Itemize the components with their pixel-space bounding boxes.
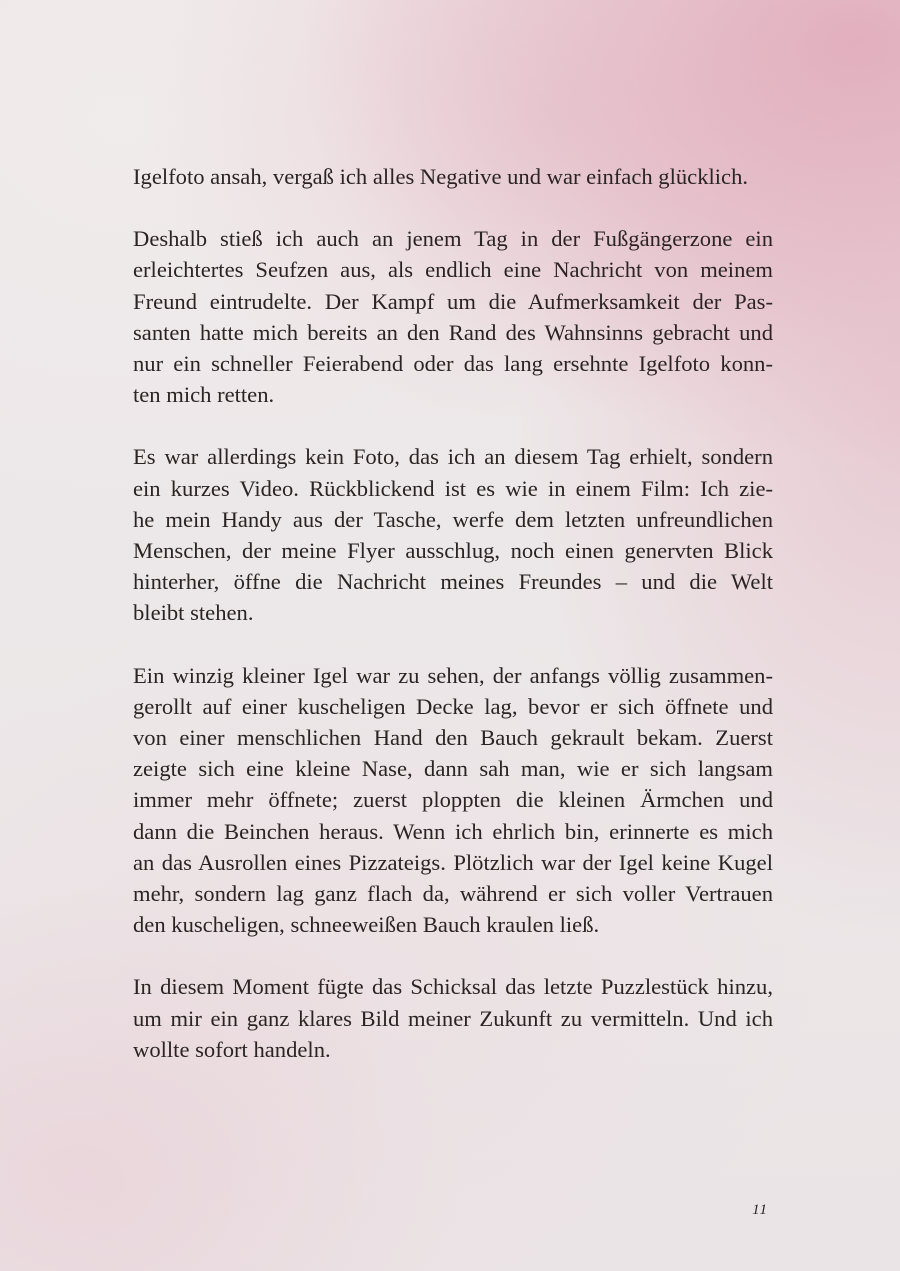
text-line: dann die Beinchen heraus. Wenn ich ehrlich bin, erinnerte es mich bbox=[133, 818, 773, 844]
text-line: von einer menschlichen Hand den Bauch gekrault bekam. Zuerst bbox=[133, 725, 773, 751]
text-line: um mir ein ganz klares Bild meiner Zukunft zu vermitteln. Und ich bbox=[133, 1005, 773, 1031]
text-line: erleichtertes Seufzen aus, als endlich eine Nachricht von meinem bbox=[133, 257, 773, 283]
text-line: mehr, sondern lag ganz flach da, während er sich voller Vertrauen bbox=[133, 881, 773, 907]
text-line: bleibt stehen. bbox=[133, 600, 254, 626]
text-line: hinterher, öffne die Nachricht meines Freundes – und die Welt bbox=[133, 569, 773, 595]
page-number: 11 bbox=[752, 1202, 768, 1218]
text-line: Es war allerdings kein Foto, das ich an diesem Tag erhielt, sondern bbox=[133, 444, 773, 470]
paragraph bbox=[133, 971, 773, 1065]
text-line: wollte sofort handeln. bbox=[133, 1036, 331, 1062]
text-line: immer mehr öffnete; zuerst ploppten die kleinen Ärmchen und bbox=[133, 787, 773, 813]
text-line: Menschen, der meine Flyer ausschlug, noch einen genervten Blick bbox=[133, 538, 773, 564]
text-line: an das Ausrollen eines Pizzateigs. Plötzlich war der Igel keine Kugel bbox=[133, 849, 773, 875]
paragraph bbox=[133, 223, 773, 410]
paragraph bbox=[133, 161, 773, 192]
text-line: gerollt auf einer kuscheligen Decke lag, bevor er sich öffnete und bbox=[133, 693, 773, 719]
paragraph bbox=[133, 660, 773, 941]
text-line: In diesem Moment fügte das Schicksal das letzte Puzzlestück hinzu, bbox=[133, 974, 773, 1000]
text-line: santen hatte mich bereits an den Rand des Wahnsinns gebracht und bbox=[133, 319, 773, 345]
text-line: Freund eintrudelte. Der Kampf um die Aufmerksamkeit der Pas- bbox=[133, 288, 773, 314]
text-line: Ein winzig kleiner Igel war zu sehen, der anfangs völlig zusammen- bbox=[133, 662, 773, 688]
text-line: Deshalb stieß ich auch an jenem Tag in der Fußgängerzone ein bbox=[133, 226, 773, 252]
body-text bbox=[133, 161, 773, 1096]
text-line: zeigte sich eine kleine Nase, dann sah man, wie er sich langsam bbox=[133, 756, 773, 782]
text-line: ein kurzes Video. Rückblickend ist es wie in einem Film: Ich zie- bbox=[133, 475, 773, 501]
paragraph bbox=[133, 441, 773, 628]
text-line: nur ein schneller Feierabend oder das lang ersehnte Igelfoto konn- bbox=[133, 351, 773, 377]
text-line: den kuscheligen, schneeweißen Bauch kraulen ließ. bbox=[133, 912, 600, 938]
text-line: Igelfoto ansah, vergaß ich alles Negative und war einfach glücklich. bbox=[133, 164, 749, 189]
text-line: ten mich retten. bbox=[133, 382, 275, 408]
text-line: he mein Handy aus der Tasche, werfe dem letzten unfreundlichen bbox=[133, 506, 773, 532]
